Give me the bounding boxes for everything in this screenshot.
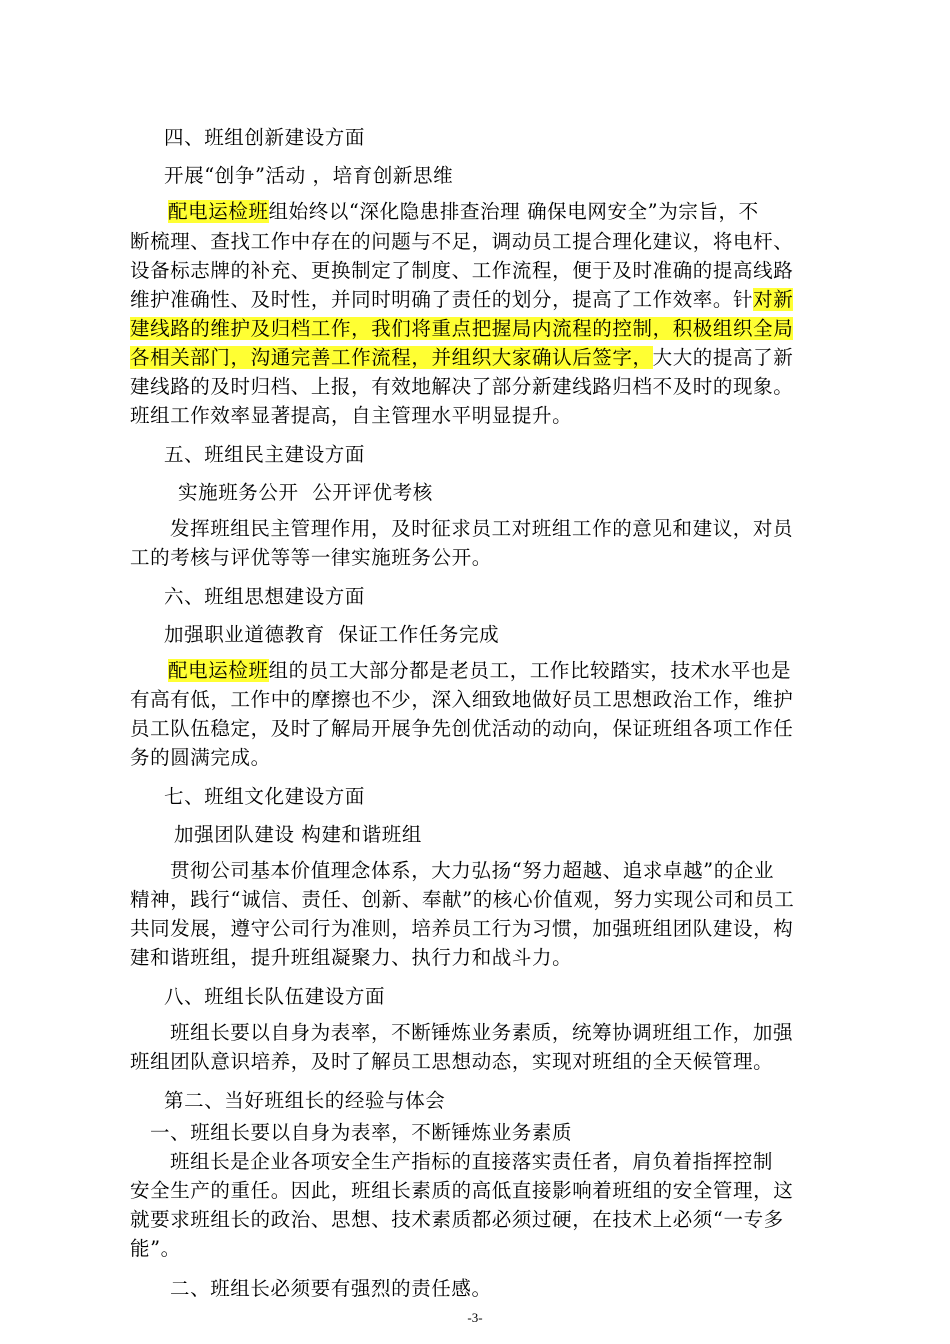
- paragraph-line: [130, 314, 793, 344]
- paragraph-text: 维护准确性、及时性，并同时明确了责任的划分，提高了工作效率。针: [130, 288, 754, 311]
- section-heading: 七、班组文化建设方面: [164, 785, 366, 808]
- paragraph-line: 建线路的及时归档、上报，有效地解决了部分新建线路归档不及时的现象。: [130, 375, 794, 398]
- paragraph-line: [168, 656, 791, 686]
- paragraph-line: 有高有低，工作中的摩擦也不少，深入细致地做好员工思想政治工作，维护: [130, 688, 794, 711]
- list-item-heading: 一、班组长要以自身为表率，不断锤炼业务素质: [150, 1121, 573, 1144]
- section-heading: 四、班组创新建设方面: [164, 126, 366, 149]
- paragraph-line: 班组长是企业各项安全生产指标的直接落实责任者，肩负着指挥控制: [170, 1150, 774, 1173]
- highlighted-text: 各相关部门，沟通完善工作流程，并组织大家确认后签字，: [130, 346, 653, 369]
- highlighted-text: 配电运检班: [168, 200, 269, 223]
- section-heading: 六、班组思想建设方面: [164, 585, 366, 608]
- paragraph-line: 务的圆满完成。: [130, 746, 271, 769]
- paragraph-line: 就要求班组长的政治、思想、技术素质都必须过硬，在技术上必须“一专多: [130, 1208, 784, 1231]
- paragraph-line: 能”。: [130, 1237, 181, 1260]
- highlighted-text: 配电运检班: [168, 659, 269, 682]
- paragraph-text: 大大的提高了新: [652, 346, 794, 369]
- paragraph-line: 断梳理、查找工作中存在的问题与不足，调动员工提合理化建议，将电杆、: [130, 230, 794, 253]
- list-item-heading: 二、班组长必须要有强烈的责任感。: [170, 1277, 492, 1300]
- paragraph-line: 班组长要以自身为表率，不断锤炼业务素质，统筹协调班组工作，加强: [170, 1021, 794, 1044]
- page-number: -3-: [467, 1310, 483, 1325]
- paragraph-line: 发挥班组民主管理作用，及时征求员工对班组工作的意见和建议，对员: [170, 517, 794, 540]
- highlighted-text: 对新: [753, 288, 794, 311]
- paragraph-line: 安全生产的重任。因此，班组长素质的高低直接影响着班组的安全管理，这: [130, 1179, 794, 1202]
- paragraph-line: 精神，践行“诚信、责任、创新、奉献”的核心价值观，努力实现公司和员工: [130, 888, 795, 911]
- paragraph-line: 员工队伍稳定，及时了解局开展争先创优活动的动向，保证班组各项工作任: [130, 717, 794, 740]
- paragraph-line: 工的考核与评优等等一律实施班务公开。: [130, 546, 492, 569]
- paragraph-line: 班组团队意识培养，及时了解员工思想动态，实现对班组的全天候管理。: [130, 1050, 774, 1073]
- paragraph-line: 共同发展，遵守公司行为准则，培养员工行为习惯，加强班组团队建设，构: [130, 917, 794, 940]
- paragraph-line: [130, 285, 793, 315]
- section-heading: 五、班组民主建设方面: [164, 443, 366, 466]
- section-heading: 八、班组长队伍建设方面: [164, 985, 386, 1008]
- paragraph-line: [168, 197, 759, 227]
- paragraph-line: [130, 343, 793, 373]
- paragraph-line: 设备标志牌的补充、更换制定了制度、工作流程，便于及时准确的提高线路: [130, 259, 794, 282]
- section-subheading: 加强职业道德教育 保证工作任务完成: [164, 623, 500, 646]
- section-subheading: 开展“创争”活动 ，培育创新思维: [164, 164, 454, 187]
- paragraph-text: 组的员工大部分都是老员工，工作比较踏实，技术水平也是: [268, 659, 792, 682]
- paragraph-line: 贯彻公司基本价值理念体系，大力弘扬“努力超越、追求卓越”的企业: [170, 859, 775, 882]
- paragraph-line: 建和谐班组，提升班组凝聚力、执行力和战斗力。: [130, 946, 573, 969]
- section-subheading: 实施班务公开 公开评优考核: [178, 481, 433, 504]
- section-subheading: 加强团队建设 构建和谐班组: [174, 823, 422, 846]
- highlighted-text: 建线路的维护及归档工作，我们将重点把握局内流程的控制，积极组织全局: [130, 317, 794, 340]
- paragraph-line: 班组工作效率显著提高，自主管理水平明显提升。: [130, 404, 573, 427]
- section-heading: 第二、当好班组长的经验与体会: [164, 1089, 446, 1112]
- paragraph-text: 组始终以“深化隐患排查治理 确保电网安全”为宗旨，不: [268, 200, 759, 223]
